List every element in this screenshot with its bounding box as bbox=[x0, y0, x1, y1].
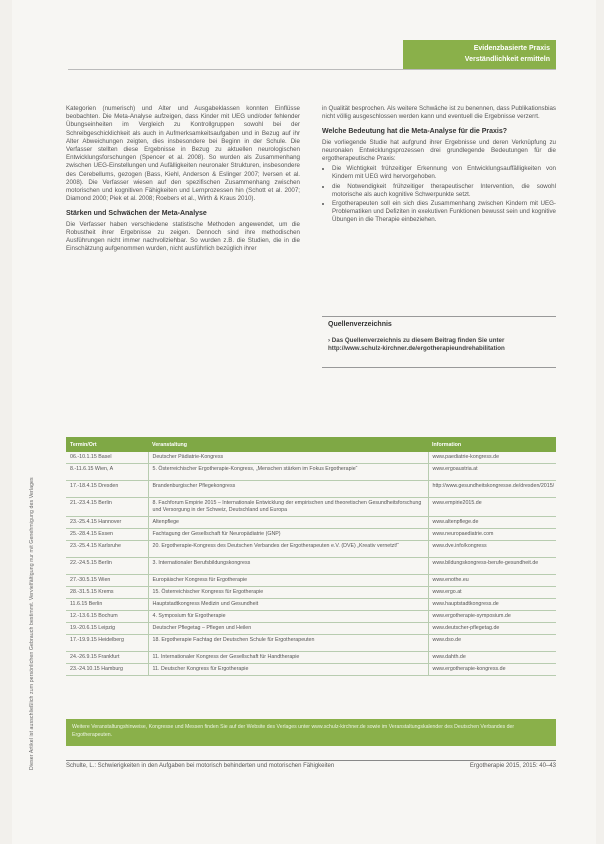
table-row bbox=[66, 529, 556, 541]
left-heading-2: Stärken und Schwächen der Meta-Analyse bbox=[66, 210, 207, 218]
table-row bbox=[66, 587, 556, 599]
event-date-cell: 23.-24.10.15 Hamburg bbox=[66, 664, 148, 676]
table-row bbox=[66, 599, 556, 611]
table-row bbox=[66, 481, 556, 498]
event-name-cell: 15. Österreichischer Kongress für Ergotherapie bbox=[148, 587, 428, 599]
bullet-item: • Die Wichtigkeit frühzeitiger Erkennung von Entwicklungsauffälligkeiten von Kindern mit UEG wird hervorgehoben. bbox=[332, 165, 556, 181]
section-header bbox=[403, 40, 556, 70]
event-info-cell[interactable]: www.ergoaustria.at bbox=[428, 464, 556, 481]
event-name-cell: Fachtagung der Gesellschaft für Neuropädiatrie (GNP) bbox=[148, 529, 428, 541]
table-row bbox=[66, 611, 556, 623]
event-info-cell[interactable]: www.neuropaediatrie.com bbox=[428, 529, 556, 541]
event-name-cell: 4. Symposium für Ergotherapie bbox=[148, 611, 428, 623]
event-info-cell[interactable]: www.hauptstadtkongress.de bbox=[428, 599, 556, 611]
event-date-cell: 06.-10.1.15 Basel bbox=[66, 452, 148, 464]
event-name-cell: Deutscher Pflegetag – Pflegen und Heilen bbox=[148, 623, 428, 635]
event-info-cell[interactable]: www.deutscher-pflegetag.de bbox=[428, 623, 556, 635]
event-date-cell: 22.-24.5.15 Berlin bbox=[66, 558, 148, 575]
event-name-cell: 20. Ergotherapie-Kongress des Deutschen Verbandes der Ergotherapeuten e.V. (DVE) „Kreativ vernetzt!“ bbox=[148, 541, 428, 558]
bullet-item: • die Notwendigkeit frühzeitiger therapeutischer Intervention, die sowohl motorische als auch kognitive Schwerpunkte setzt. bbox=[332, 183, 556, 199]
event-date-cell: 24.-26.9.15 Frankfurt bbox=[66, 652, 148, 664]
header-rule bbox=[68, 69, 556, 70]
bullet-item: • Ergotherapeuten soll ein sich dies Zusammenhang zwischen Kindern mit UEG-Problematiken und Defiziten in exekutiven Funktionen bewusst sein und kognitive Übungen in die Therapie einbeziehen. bbox=[332, 200, 556, 225]
event-name-cell: 11. Deutscher Kongress für Ergotherapie bbox=[148, 664, 428, 676]
event-date-cell: 25.-28.4.15 Essen bbox=[66, 529, 148, 541]
event-info-cell[interactable]: www.dve.info/kongress bbox=[428, 541, 556, 558]
left-column bbox=[66, 105, 300, 255]
section-header-line1: Evidenzbasierte Praxis bbox=[473, 45, 550, 52]
event-date-cell: 17.-18.4.15 Dresden bbox=[66, 481, 148, 498]
event-name-cell: 11. Internationaler Kongress der Gesellschaft für Handtherapie bbox=[148, 652, 428, 664]
events-table bbox=[66, 437, 556, 676]
table-row bbox=[66, 498, 556, 517]
column-header-date: Termin/Ort bbox=[66, 437, 148, 452]
event-info-cell[interactable]: www.enothe.eu bbox=[428, 575, 556, 587]
event-date-cell: 28.-31.5.15 Krems bbox=[66, 587, 148, 599]
table-row bbox=[66, 623, 556, 635]
event-date-cell: 11.6.15 Berlin bbox=[66, 599, 148, 611]
event-info-cell[interactable]: www.empirie2015.de bbox=[428, 498, 556, 517]
table-header-row bbox=[66, 437, 556, 452]
footer-rule bbox=[66, 760, 556, 761]
event-info-cell[interactable]: http://www.gesundheitskongresse.de/dresden/2015/ bbox=[428, 481, 556, 498]
table-row bbox=[66, 452, 556, 464]
running-footer-right: Ergotherapie 2015, 2015: 40–43 bbox=[469, 763, 556, 769]
table-row bbox=[66, 541, 556, 558]
side-note: Dieser Artikel ist ausschließlich zum persönlichen Gebrauch bestimmt. Vervielfältigung nur mit Genehmigung des Verlages bbox=[29, 477, 35, 770]
table-row bbox=[66, 575, 556, 587]
right-paragraph-1: in Qualität besprochen. Als weitere Schwäche ist zu benennen, dass Publikationsbias nicht völlig ausgeschlossen werden kann und eventuell die Ergebnisse verzerrt. bbox=[322, 105, 556, 121]
sources-box bbox=[322, 316, 556, 368]
sources-link[interactable]: › Das Quellenverzeichnis zu diesem Beitrag finden Sie unter http://www.schulz-kirchner.de/ergotherapieundrehabilitation bbox=[328, 337, 505, 352]
event-date-cell: 21.-23.4.15 Berlin bbox=[66, 498, 148, 517]
event-date-cell: 27.-30.5.15 Wien bbox=[66, 575, 148, 587]
table-row bbox=[66, 464, 556, 481]
bullet-list bbox=[322, 165, 556, 224]
event-date-cell: 17.-19.9.15 Heidelberg bbox=[66, 635, 148, 652]
event-name-cell: 18. Ergotherapie Fachtag der Deutschen Schule für Ergotherapeuten bbox=[148, 635, 428, 652]
right-column bbox=[322, 105, 556, 226]
event-date-cell: 12.-13.6.15 Bochum bbox=[66, 611, 148, 623]
table-row bbox=[66, 652, 556, 664]
event-name-cell: Brandenburgischer Pflegekongress bbox=[148, 481, 428, 498]
event-date-cell: 19.-20.6.15 Leipzig bbox=[66, 623, 148, 635]
event-info-cell[interactable]: www.dso.de bbox=[428, 635, 556, 652]
footer-note: Weitere Veranstaltungshinweise, Kongresse und Messen finden Sie auf der Website des Verlages unter www.schulz-kirchner.de sowie im Veranstaltungskalender des Deutschen Verbandes der Ergotherapeuten. bbox=[66, 719, 556, 746]
event-name-cell: Europäischer Kongress für Ergotherapie bbox=[148, 575, 428, 587]
event-name-cell: 5. Österreichischer Ergotherapie-Kongress, „Menschen stärken im Fokus Ergotherapie“ bbox=[148, 464, 428, 481]
event-date-cell: 8.-11.6.15 Wien, A bbox=[66, 464, 148, 481]
running-footer-left: Schulte, L.: Schwierigkeiten in den Aufgaben bei motorisch behinderten und motorischen Fähigkeiten bbox=[66, 763, 335, 769]
table-row bbox=[66, 664, 556, 676]
event-info-cell[interactable]: www.paediatrie-kongress.de bbox=[428, 452, 556, 464]
table-body bbox=[66, 452, 556, 676]
event-info-cell[interactable]: www.altenpflege.de bbox=[428, 517, 556, 529]
event-name-cell: 3. Internationaler Berufsbildungskongress bbox=[148, 558, 428, 575]
event-name-cell: Deutscher Pädiatrie-Kongress bbox=[148, 452, 428, 464]
event-name-cell: Altenpflege bbox=[148, 517, 428, 529]
table-row bbox=[66, 517, 556, 529]
event-info-cell[interactable]: www.ergotherapie-kongress.de bbox=[428, 664, 556, 676]
column-header-event: Veranstaltung bbox=[148, 437, 428, 452]
event-date-cell: 23.-25.4.15 Hannover bbox=[66, 517, 148, 529]
left-paragraph-1: Kategorien (numerisch) und Alter und Ausgabeklassen konnten Einflüsse beobachten. Die Meta-Analyse aufzeigen, dass Kinder mit UEG und/oder fehlender Übungseinheiten im Vergleich zu Kontrollgruppen sowohl bei der Schreibgeschicklichkeit als auch in Aufmerksamkeitsaufgaben und in Bezug auf ihr Alter Abweichungen zeigten, dies insbesondere bei Beginn in der Schule. Die Verfasser stellten diese Ergebnisse in Bezug zu aktuellen neurologischen Entwicklungsforschungen (Spencer et al. 2008). So wurden als Zusammenhang zwischen UEG-Einstellungen und Aufälligkeiten neuronaler Strukturen, insbesondere des Cerebellums, gezogen (Bass, Kiehl, Anderson & Eslinger 2007; Iversen et al. 2008). Die Verfasser wiesen auf den spezifischen Zusammenhang zwischen motorischen und kognitiven Fähigkeiten und Lernprozessen hin (Schott et al. 2007; Diamond 2000; Piek et al. 2008; Roebers et al., Wirth & Kraus 2010). bbox=[66, 105, 300, 203]
event-date-cell: 23.-25.4.15 Karlsruhe bbox=[66, 541, 148, 558]
left-paragraph-2: Die Verfasser haben verschiedene statistische Methoden angewendet, um die Robustheit ihrer Ergebnisse zu zeigen. Dennoch sind ihre methodischen Ausführungen nicht immer nachvollziehbar. So wurden z.B. die Studien, die in die Einschätzung aufgenommen wurden, nicht ausführlich bezüglich ihrer bbox=[66, 220, 300, 253]
event-info-cell[interactable]: www.bildungskongress-berufe-gesundheit.de bbox=[428, 558, 556, 575]
sources-title: Quellenverzeichnis bbox=[328, 321, 392, 328]
event-info-cell[interactable]: www.dahth.de bbox=[428, 652, 556, 664]
section-header-line2: Verständlichkeit ermitteln bbox=[464, 56, 550, 63]
event-info-cell[interactable]: www.ergo.at bbox=[428, 587, 556, 599]
event-name-cell: 8. Fachforum Empirie 2015 – Internationale Entwicklung der empirischen und theoretischen Gesundheitsforschung und Versorgung in der Schweiz, Deutschland und Europa bbox=[148, 498, 428, 517]
event-name-cell: Hauptstadtkongress Medizin und Gesundheit bbox=[148, 599, 428, 611]
table-row bbox=[66, 558, 556, 575]
right-paragraph-2: Die vorliegende Studie hat aufgrund ihrer Ergebnisse und deren Verknüpfung zu neuronalen Entwicklungsprozessen drei grundlegende Bedeutungen für die ergotherapeutische Praxis: bbox=[322, 138, 556, 163]
right-heading: Welche Bedeutung hat die Meta-Analyse für die Praxis? bbox=[322, 128, 508, 136]
event-info-cell[interactable]: www.ergotherapie-symposium.de bbox=[428, 611, 556, 623]
column-header-info: Information bbox=[428, 437, 556, 452]
table-row bbox=[66, 635, 556, 652]
